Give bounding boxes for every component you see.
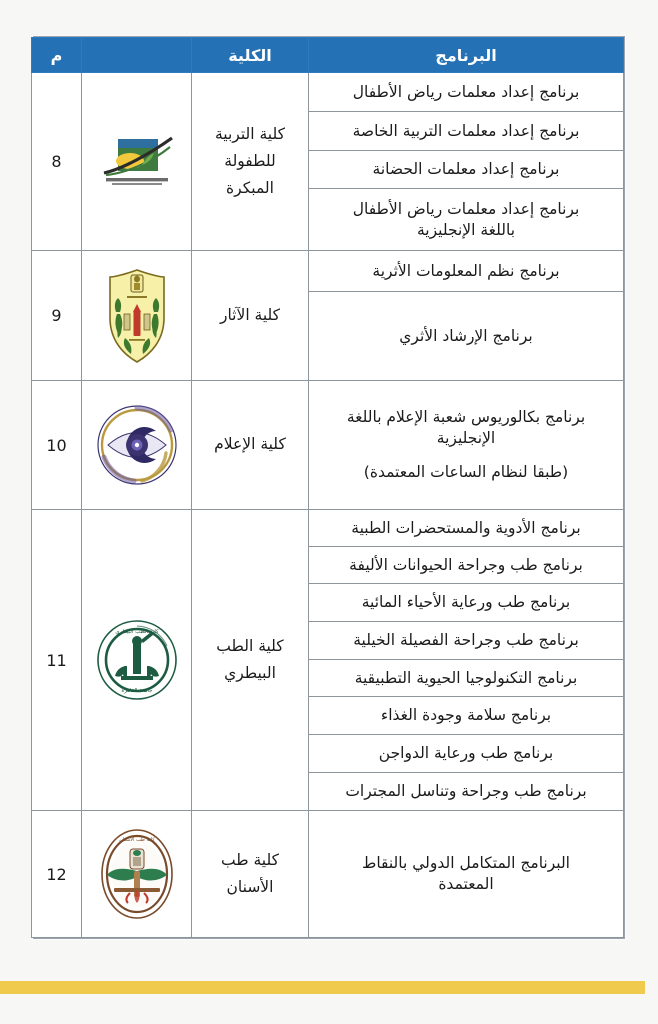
faculty-name-line: الأسنان: [226, 878, 274, 896]
row-number-cell: 9: [32, 251, 82, 381]
faculty-logo-cell: [82, 73, 192, 251]
table-header-row: [32, 38, 624, 73]
table-row: [32, 510, 624, 547]
program-cell: برنامج نظم المعلومات الأثرية: [309, 251, 624, 292]
column-header-number: م: [32, 38, 82, 73]
program-cell: [309, 811, 624, 938]
program-cell: برنامج الإرشاد الأثري: [309, 292, 624, 381]
program-cell: برنامج سلامة وجودة الغذاء: [309, 697, 624, 735]
row-number-cell: 12: [32, 811, 82, 938]
svg-text:كلية الطب البيطري: كلية الطب البيطري: [114, 629, 159, 635]
dentistry-faculty-logo: [82, 827, 191, 921]
faculty-cell: [192, 381, 309, 510]
program-cell: برنامج طب وجراحة الحيوانات الأليفة: [309, 547, 624, 584]
footer-accent-bar-segment: [545, 981, 645, 994]
table-row: [32, 73, 624, 112]
faculty-name-line: كلية التربية: [215, 124, 285, 143]
early-childhood-education-logo: [82, 135, 191, 189]
veterinary-medicine-faculty-logo: [82, 618, 191, 702]
column-header-faculty: الكلية: [192, 38, 309, 73]
faculty-name-line: كلية الطب: [216, 636, 284, 655]
program-cell: برنامج طب ورعاية الأحياء المائية: [309, 584, 624, 622]
column-header-program: البرنامج: [309, 38, 624, 73]
program-cell: [309, 381, 624, 510]
faculty-name-line: كلية طب: [221, 850, 279, 869]
faculty-name-line: كلية الآثار: [219, 305, 281, 324]
program-cell: [309, 189, 624, 251]
row-number-cell: 10: [32, 381, 82, 510]
faculty-name-line: للطفولة: [224, 151, 276, 170]
program-text-line: برنامج إعداد معلمات رياض الأطفال: [352, 199, 580, 218]
program-cell: برنامج طب ورعاية الدواجن: [309, 735, 624, 773]
faculty-cell: [192, 251, 309, 381]
program-text-line: برنامج بكالوريوس شعبة الإعلام باللغة: [346, 408, 586, 427]
faculty-logo-cell: [82, 510, 192, 811]
mass-communication-faculty-logo: [82, 401, 191, 489]
program-cell: برنامج الأدوية والمستحضرات الطبية: [309, 510, 624, 547]
table-body: [32, 73, 624, 938]
table-header: [32, 38, 624, 73]
faculty-name-line: كلية الإعلام: [214, 435, 286, 454]
faculty-name-line: المبكرة: [226, 179, 274, 198]
faculty-logo-cell: [82, 381, 192, 510]
column-header-logo: [82, 38, 192, 73]
footer-accent-bar: [0, 981, 545, 994]
program-text-line: المعتمدة: [438, 875, 494, 893]
row-number-cell: 8: [32, 73, 82, 251]
svg-text:جامعة القاهرة: جامعة القاهرة: [120, 688, 153, 694]
programs-table-container: [33, 36, 625, 939]
program-cell: برنامج إعداد معلمات الحضانة: [309, 151, 624, 189]
table-row: [32, 251, 624, 292]
program-text-note: (طبقا لنظام الساعات المعتمدة): [363, 462, 569, 481]
faculty-cell: [192, 811, 309, 938]
program-text-line: باللغة الإنجليزية: [416, 220, 516, 239]
faculty-cell: [192, 73, 309, 251]
svg-text:كلية طب الأسنان: كلية طب الأسنان: [118, 837, 155, 843]
faculty-cell: [192, 510, 309, 811]
program-text-line: البرنامج المتكامل الدولي بالنقاط: [361, 854, 570, 873]
archaeology-faculty-logo: [82, 266, 191, 366]
program-cell: برنامج طب وجراحة الفصيلة الخيلية: [309, 622, 624, 660]
faculty-logo-cell: [82, 251, 192, 381]
program-cell: برنامج إعداد معلمات رياض الأطفال: [309, 73, 624, 112]
program-cell: برنامج إعداد معلمات التربية الخاصة: [309, 112, 624, 151]
row-number-cell: 11: [32, 510, 82, 811]
table-row: [32, 811, 624, 938]
faculty-name-line: البيطري: [224, 664, 276, 682]
table-row: [32, 381, 624, 510]
program-cell: برنامج طب وجراحة وتناسل المجترات: [309, 773, 624, 811]
program-text-line: الإنجليزية: [436, 429, 496, 448]
faculty-logo-cell: [82, 811, 192, 938]
programs-table: [31, 37, 624, 938]
program-cell: برنامج التكنولوجيا الحيوية التطبيقية: [309, 660, 624, 697]
